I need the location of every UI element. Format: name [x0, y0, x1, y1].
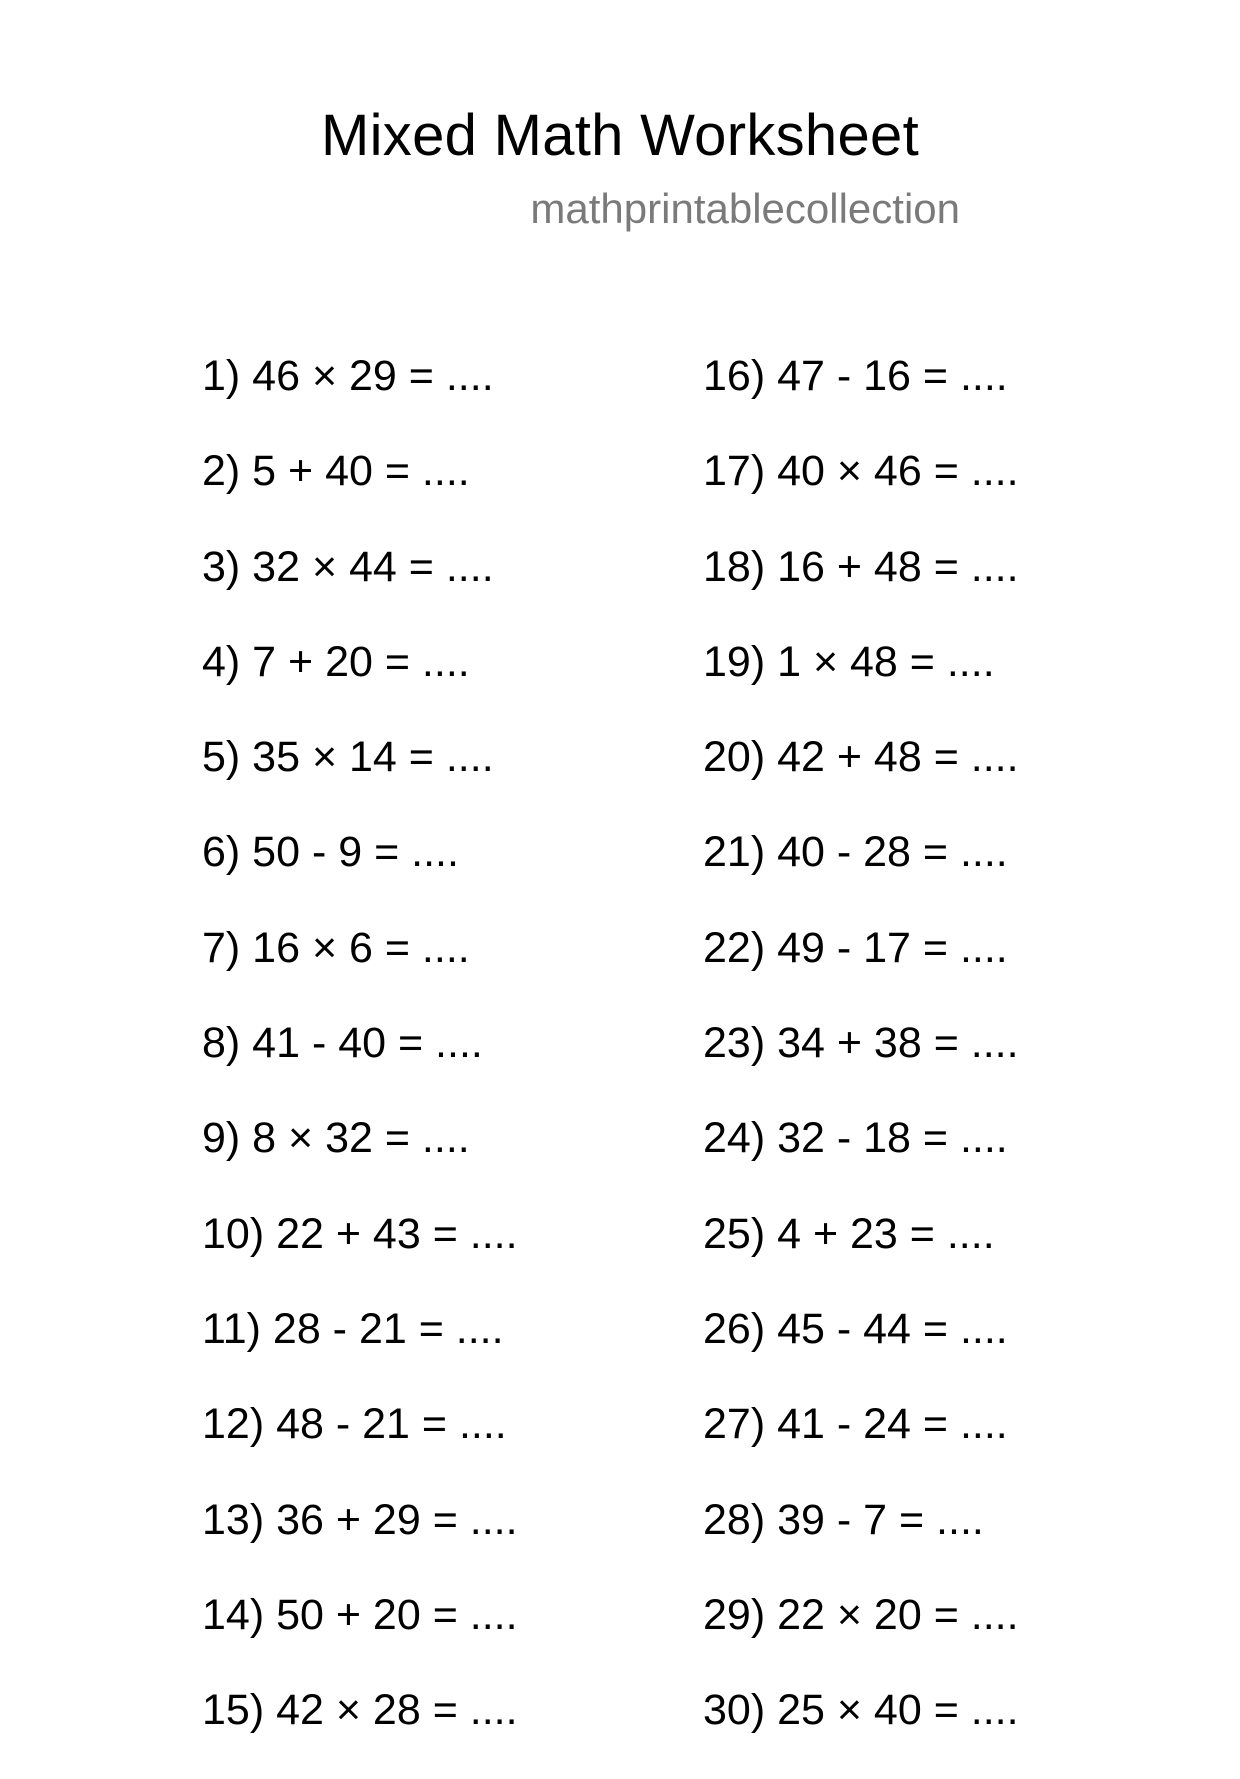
problem-28: 28) 39 - 7 = .... — [703, 1495, 984, 1544]
problem-16: 16) 47 - 16 = .... — [703, 352, 1008, 400]
problem-27: 27) 41 - 24 = .... — [703, 1400, 1008, 1449]
problem-30: 30) 25 × 40 = .... — [703, 1686, 1019, 1735]
problem-22: 22) 49 - 17 = .... — [703, 923, 1008, 972]
problem-18: 18) 16 + 48 = .... — [703, 542, 1019, 591]
problem-21: 21) 40 - 28 = .... — [703, 828, 1008, 877]
problem-6: 6) 50 - 9 = .... — [202, 828, 459, 877]
worksheet-title: Mixed Math Worksheet — [320, 103, 920, 168]
problem-11: 11) 28 - 21 = .... — [202, 1304, 504, 1353]
problem-12: 12) 48 - 21 = .... — [202, 1400, 507, 1449]
problem-3: 3) 32 × 44 = .... — [202, 542, 494, 591]
problem-29: 29) 22 × 20 = .... — [703, 1590, 1019, 1639]
problem-5: 5) 35 × 14 = .... — [202, 733, 494, 782]
problem-10: 10) 22 + 43 = .... — [202, 1209, 518, 1258]
problem-26: 26) 45 - 44 = .... — [703, 1304, 1008, 1353]
problem-20: 20) 42 + 48 = .... — [703, 733, 1019, 782]
problem-9: 9) 8 × 32 = .... — [202, 1114, 470, 1163]
problem-19: 19) 1 × 48 = .... — [703, 637, 995, 686]
problem-column-right — [703, 350, 1019, 1779]
problem-15: 15) 42 × 28 = .... — [202, 1686, 518, 1735]
problem-8: 8) 41 - 40 = .... — [202, 1019, 483, 1068]
problem-23: 23) 34 + 38 = .... — [703, 1019, 1019, 1068]
problem-24: 24) 32 - 18 = .... — [703, 1114, 1008, 1163]
problem-4: 4) 7 + 20 = .... — [202, 637, 470, 686]
problem-1: 1) 46 × 29 = .... — [202, 352, 494, 400]
problem-7: 7) 16 × 6 = .... — [202, 923, 470, 972]
worksheet-subtitle: mathprintablecollection — [530, 185, 960, 232]
problem-25: 25) 4 + 23 = .... — [703, 1209, 995, 1258]
problem-column-left — [202, 350, 518, 1779]
problem-13: 13) 36 + 29 = .... — [202, 1495, 518, 1544]
problem-14: 14) 50 + 20 = .... — [202, 1590, 518, 1639]
problem-2: 2) 5 + 40 = .... — [202, 447, 470, 496]
problem-17: 17) 40 × 46 = .... — [703, 447, 1019, 496]
